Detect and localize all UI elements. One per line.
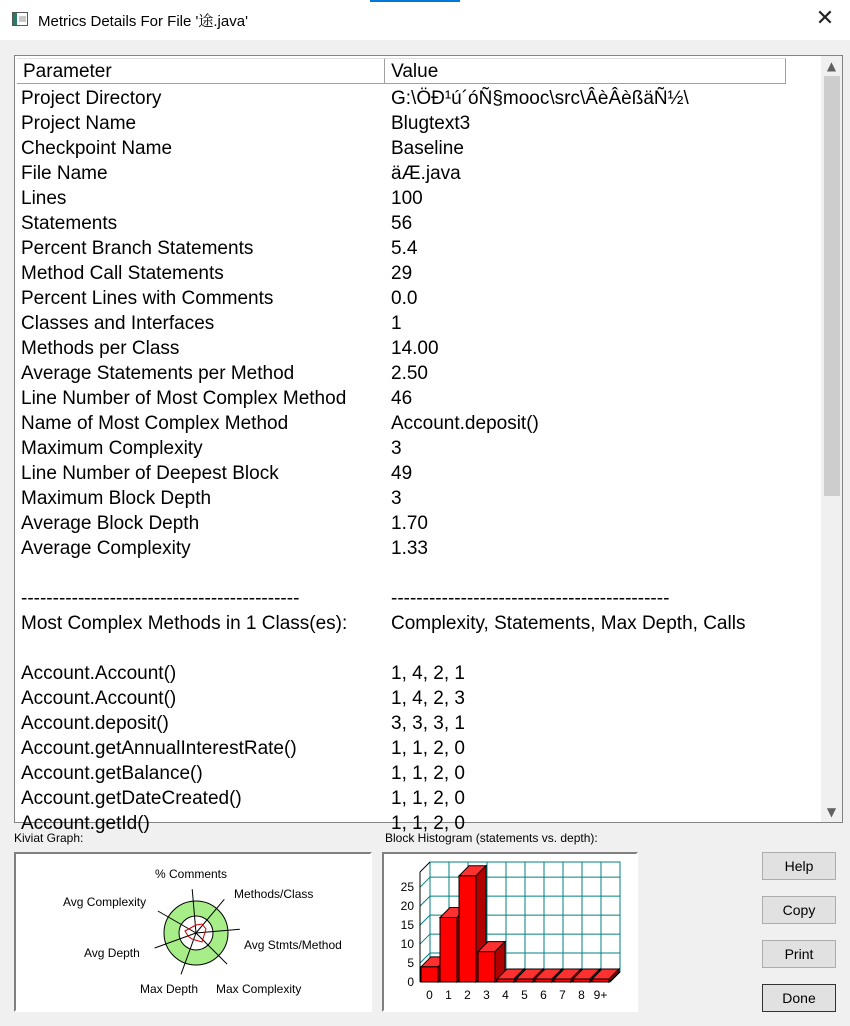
- table-row[interactable]: [21, 186, 821, 211]
- value-cell: Baseline: [391, 138, 464, 159]
- copy-button[interactable]: Copy: [762, 896, 836, 924]
- value-cell: 3, 3, 3, 1: [391, 713, 465, 734]
- scroll-up-icon[interactable]: ▲: [826, 59, 837, 73]
- done-button[interactable]: Done: [762, 984, 836, 1012]
- table-row[interactable]: [21, 436, 821, 461]
- table-row[interactable]: [21, 761, 821, 786]
- value-cell: 3: [391, 438, 402, 459]
- kiviat-axis-methods-class: Methods/Class: [234, 887, 314, 901]
- parameter-cell: Account.deposit(): [21, 713, 169, 734]
- table-row[interactable]: [21, 536, 821, 561]
- histogram-ytick: 10: [400, 937, 414, 952]
- value-cell: 49: [391, 463, 413, 484]
- parameter-cell: Method Call Statements: [21, 263, 224, 284]
- parameter-cell: Account.getBalance(): [21, 763, 203, 784]
- table-row[interactable]: [21, 261, 821, 286]
- parameter-cell: Average Complexity: [21, 538, 191, 559]
- histogram-xtick: 1: [445, 988, 452, 1002]
- table-row[interactable]: [21, 286, 821, 311]
- value-cell: 0.0: [391, 288, 418, 309]
- value-cell: 3: [391, 488, 402, 509]
- parameter-cell: File Name: [21, 163, 108, 184]
- kiviat-label: Kiviat Graph:: [14, 831, 84, 845]
- value-cell: 1.70: [391, 513, 428, 534]
- histogram-xtick: 0: [426, 988, 433, 1002]
- value-cell: --------------------------------------------: [391, 588, 670, 609]
- parameter-cell: Account.Account(): [21, 688, 177, 709]
- value-cell: [391, 561, 821, 586]
- value-cell: 5.4: [391, 238, 418, 259]
- app-icon: [12, 12, 28, 26]
- list-rows: [21, 86, 821, 836]
- value-cell: [391, 636, 821, 661]
- value-cell: 1.33: [391, 538, 428, 559]
- table-row[interactable]: [21, 786, 821, 811]
- value-cell: 1, 1, 2, 0: [391, 788, 465, 809]
- help-button[interactable]: Help: [762, 852, 836, 880]
- value-cell: 29: [391, 263, 413, 284]
- value-cell: G:\ÖÐ¹ú´óÑ§mooc\src\ÂèÂèßäÑ½\: [391, 88, 689, 109]
- parameter-cell: [21, 636, 391, 661]
- histogram-ytick: 15: [400, 918, 414, 933]
- parameter-cell: Percent Branch Statements: [21, 238, 254, 259]
- histogram-xtick: 4: [502, 988, 509, 1002]
- table-row[interactable]: [21, 136, 821, 161]
- parameter-cell: Average Statements per Method: [21, 363, 295, 384]
- table-row[interactable]: [21, 611, 821, 636]
- value-cell: 1, 4, 2, 3: [391, 688, 465, 709]
- kiviat-axis-max-complexity: Max Complexity: [216, 982, 302, 996]
- table-row[interactable]: [21, 386, 821, 411]
- parameter-cell: Project Name: [21, 113, 137, 134]
- parameter-cell: Methods per Class: [21, 338, 180, 359]
- scroll-down-icon[interactable]: ▼: [826, 805, 837, 819]
- value-cell: äÆ.java: [391, 163, 461, 184]
- histogram-label: Block Histogram (statements vs. depth):: [385, 831, 598, 845]
- list-header: [17, 58, 786, 84]
- histogram-ytick: 0: [407, 975, 414, 989]
- histogram-xtick: 9+: [593, 988, 608, 1002]
- value-cell: 100: [391, 188, 423, 209]
- value-cell: 46: [391, 388, 413, 409]
- parameter-cell: Project Directory: [21, 88, 162, 109]
- table-row[interactable]: [21, 736, 821, 761]
- parameter-cell: Line Number of Deepest Block: [21, 463, 279, 484]
- title-bar: [0, 0, 850, 40]
- kiviat-graph: [14, 852, 372, 1012]
- table-row[interactable]: [21, 511, 821, 536]
- table-row[interactable]: [21, 586, 821, 611]
- parameter-cell: [21, 561, 391, 586]
- value-cell: 2.50: [391, 363, 428, 384]
- metrics-list[interactable]: [14, 55, 843, 834]
- scroll-thumb[interactable]: [824, 76, 840, 496]
- column-header-parameter[interactable]: Parameter: [17, 58, 385, 84]
- value-cell: 14.00: [391, 338, 439, 359]
- vertical-scrollbar[interactable]: [821, 56, 842, 822]
- histogram-ytick: 20: [400, 899, 414, 914]
- table-row[interactable]: [21, 161, 821, 186]
- histogram-xtick: 5: [521, 988, 528, 1002]
- table-row[interactable]: [21, 361, 821, 386]
- table-row[interactable]: [21, 236, 821, 261]
- parameter-cell: Statements: [21, 213, 118, 234]
- parameter-cell: Checkpoint Name: [21, 138, 173, 159]
- table-row[interactable]: [21, 461, 821, 486]
- kiviat-axis-avg-complexity: Avg Complexity: [63, 895, 147, 909]
- table-row[interactable]: [21, 561, 821, 586]
- table-row[interactable]: [21, 661, 821, 686]
- parameter-cell: Account.getAnnualInterestRate(): [21, 738, 297, 759]
- value-cell: Complexity, Statements, Max Depth, Calls: [391, 613, 746, 634]
- parameter-cell: Classes and Interfaces: [21, 313, 215, 334]
- parameter-cell: Maximum Block Depth: [21, 488, 212, 509]
- kiviat-axis-max-depth: Max Depth: [140, 982, 199, 996]
- histogram-xtick: 6: [540, 988, 547, 1002]
- kiviat-axis-avg-depth: Avg Depth: [84, 946, 140, 960]
- value-cell: 1, 1, 2, 0: [391, 738, 465, 759]
- table-row[interactable]: [21, 411, 821, 436]
- value-cell: 1: [391, 313, 402, 334]
- table-row[interactable]: [21, 336, 821, 361]
- value-cell: 1, 1, 2, 0: [391, 763, 465, 784]
- parameter-cell: Lines: [21, 188, 67, 209]
- kiviat-axis-comments: % Comments: [155, 867, 228, 881]
- histogram-svg: [384, 854, 636, 1010]
- histogram-xtick: 8: [578, 988, 585, 1002]
- print-button[interactable]: Print: [762, 940, 836, 968]
- parameter-cell: Line Number of Most Complex Method: [21, 388, 347, 409]
- histogram-ytick: 5: [407, 956, 414, 971]
- title-accent: [370, 0, 460, 2]
- table-row[interactable]: [21, 636, 821, 661]
- parameter-cell: Most Complex Methods in 1 Class(es):: [21, 613, 348, 634]
- parameter-cell: Account.getId(): [21, 813, 150, 834]
- kiviat-svg: [16, 854, 370, 1010]
- value-cell: 1, 4, 2, 1: [391, 663, 465, 684]
- close-button[interactable]: ✕: [815, 6, 835, 31]
- parameter-cell: Average Block Depth: [21, 513, 200, 534]
- table-row[interactable]: [21, 111, 821, 136]
- parameter-cell: Account.Account(): [21, 663, 177, 684]
- parameter-cell: Percent Lines with Comments: [21, 288, 274, 309]
- histogram-xtick: 7: [559, 988, 566, 1002]
- parameter-cell: Name of Most Complex Method: [21, 413, 289, 434]
- value-cell: Account.deposit(): [391, 413, 539, 434]
- table-row[interactable]: [21, 686, 821, 711]
- block-histogram: [382, 852, 638, 1012]
- parameter-cell: --------------------------------------------: [21, 588, 300, 609]
- value-cell: Blugtext3: [391, 113, 471, 134]
- table-row[interactable]: [21, 711, 821, 736]
- column-header-value[interactable]: Value: [385, 58, 786, 84]
- histogram-xtick: 3: [483, 988, 490, 1002]
- value-cell: 1, 1, 2, 0: [391, 813, 465, 834]
- window-title: Metrics Details For File '途.java': [38, 13, 248, 30]
- table-row[interactable]: [21, 311, 821, 336]
- table-row[interactable]: [21, 211, 821, 236]
- table-row[interactable]: [21, 86, 821, 111]
- value-cell: 56: [391, 213, 413, 234]
- histogram-ytick: 25: [400, 880, 414, 895]
- parameter-cell: Maximum Complexity: [21, 438, 203, 459]
- kiviat-axis-avg-stmts: Avg Stmts/Method: [244, 938, 342, 952]
- table-row[interactable]: [21, 486, 821, 511]
- parameter-cell: Account.getDateCreated(): [21, 788, 242, 809]
- histogram-xtick: 2: [464, 988, 471, 1002]
